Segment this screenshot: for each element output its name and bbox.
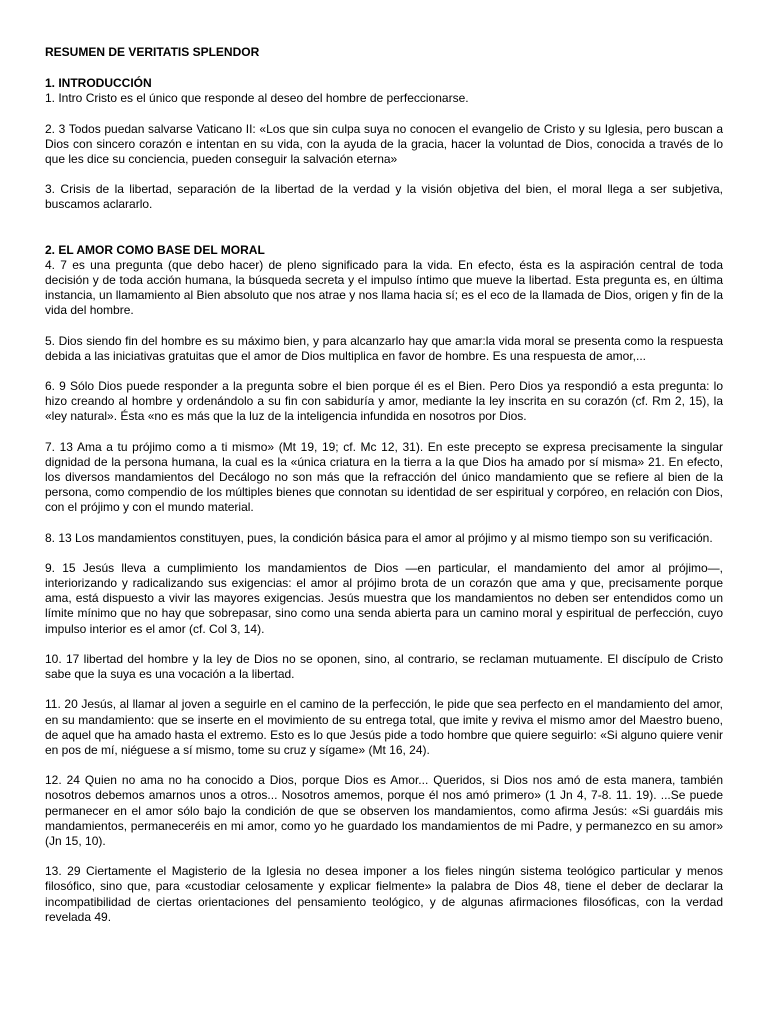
- paragraph: 8. 13 Los mandamientos constituyen, pues, la condición básica para el amor al prójimo y al mismo tiempo son su verificación.: [45, 530, 713, 545]
- paragraph: 10. 17 libertad del hombre y la ley de Dios no se oponen, sino, al contrario, se reclaman mutuamente. El discípulo de Cristo sabe que la suya es una vocación a la libertad.: [45, 651, 723, 682]
- section-heading: 1. INTRODUCCIÓN: [45, 76, 152, 91]
- paragraph: 3. Crisis de la libertad, separación de la libertad de la verdad y la visión objetiva del bien, el moral llega a ser subjetiva, buscamos aclararlo.: [45, 182, 723, 212]
- paragraph: 7. 13 Ama a tu prójimo como a ti mismo» (Mt 19, 19; cf. Mc 12, 31). En este precepto se expresa precisamente la singular dignidad de la persona humana, la cual es la «única criatura en la tierra a la que Dios ha amado por sí misma» 21. En efecto, los diversos mandamientos del Decálogo no son más que la refracción del único mandamiento que se refiere al bien de la persona, como compendio de los múltiples bienes que connotan su identidad de ser espiritual y corpóreo, en relación con Dios, con el prójimo y con el mundo material.: [45, 439, 723, 515]
- paragraph: 13. 29 Ciertamente el Magisterio de la Iglesia no desea imponer a los fieles ningún sistema teológico particular y menos filosófico, sino que, para «custodiar celosamente y explicar fielmente» la palabra de Dios 48, tiene el deber de declarar la incompatibilidad de ciertas orientaciones del pensamiento teológico, y de algunas afirmaciones filosóficas, con la verdad revelada 49.: [45, 864, 723, 924]
- section-amor-base-moral: [45, 243, 723, 925]
- paragraph: 4. 7 es una pregunta (que debo hacer) de pleno significado para la vida. En efecto, ésta es la aspiración central de toda decisión y de toda acción humana, la búsqueda secreta y el impulso íntimo que mueve la libertad. Esta pregunta es, en última instancia, un llamamiento al Bien absoluto que nos atrae y nos llama hacia sí; es el eco de la llamada de Dios, origen y fin de la vida del hombre.: [45, 257, 723, 318]
- paragraph: 9. 15 Jesús lleva a cumplimiento los mandamientos de Dios —en particular, el mandamiento del amor al prójimo—, interiorizando y radicalizando sus exigencias: el amor al prójimo brota de un corazón que ama y que, precisamente porque ama, está dispuesto a vivir las mayores exigencias. Jesús muestra que los mandamientos no deben ser entendidos como un límite mínimo que no hay que sobrepasar, sino como una senda abierta para un camino moral y espiritual de perfección, cuyo impulso interior es el amor (cf. Col 3, 14).: [45, 560, 723, 636]
- paragraph: 5. Dios siendo fin del hombre es su máximo bien, y para alcanzarlo hay que amar:la vida moral se presenta como la respuesta debida a las iniciativas gratuitas que el amor de Dios multiplica en favor de hombre. Es una respuesta de amor,...: [45, 333, 723, 363]
- paragraph: 2. 3 Todos puedan salvarse Vaticano II: «Los que sin culpa suya no conocen el evangelio de Cristo y su Iglesia, pero buscan a Dios con sincero corazón e intentan en su vida, con la ayuda de la gracia, hacer la voluntad de Dios, conocida a través de lo que les dice su conciencia, pueden conseguir la salvación eterna»: [45, 121, 723, 167]
- paragraph: 11. 20 Jesús, al llamar al joven a seguirle en el camino de la perfección, le pide que sea perfecto en el mandamiento del amor, en su mandamiento: que se inserte en el movimiento de su entrega total, que imite y reviva el mismo amor del Maestro bueno, de aquel que ha amado hasta el extremo. Esto es lo que Jesús pide a todo hombre que quiere seguirlo: «Si alguno quiere venir en pos de mí, niéguese a sí mismo, tome su cruz y sígame» (Mt 16, 24).: [45, 697, 723, 757]
- section-introduccion: [45, 76, 723, 212]
- paragraph: 1. Intro Cristo es el único que responde al deseo del hombre de perfeccionarse.: [45, 91, 469, 106]
- paragraph: 6. 9 Sólo Dios puede responder a la pregunta sobre el bien porque él es el Bien. Pero Dios ya respondió a esta pregunta: lo hizo creando al hombre y ordenándolo a su fin con sabiduría y amor, mediante la ley inscrita en su corazón (cf. Rm 2, 15), la «ley natural». Ésta «no es más que la luz de la inteligencia infundida en nosotros por Dios.: [45, 379, 723, 424]
- section-heading: 2. EL AMOR COMO BASE DEL MORAL: [45, 242, 265, 257]
- paragraph: 12. 24 Quien no ama no ha conocido a Dios, porque Dios es Amor... Queridos, si Dios nos amó de esta manera, también nosotros debemos amarnos unos a otros... Nosotros amemos, porque él nos amó primero» (1 Jn 4, 7-8. 11. 19). ...Se puede permanecer en el amor sólo bajo la condición de que se observen los mandamientos, como afirma Jesús: «Si guardáis mis mandamientos, permaneceréis en mi amor, como yo he guardado los mandamientos de mi Padre, y permanezco en su amor» (Jn 15, 10).: [45, 773, 723, 848]
- document-title: RESUMEN DE VERITATIS SPLENDOR: [45, 45, 260, 59]
